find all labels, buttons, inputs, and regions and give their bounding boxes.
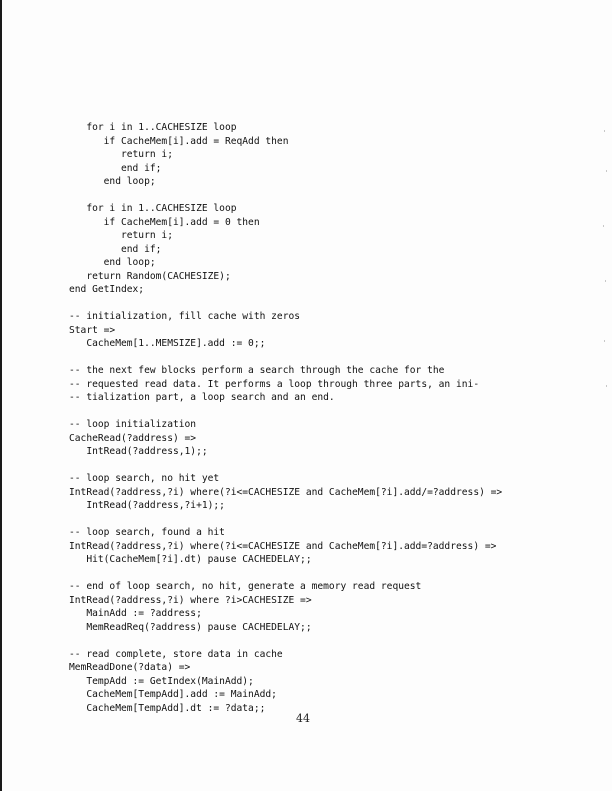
code-line: end if;: [69, 162, 162, 174]
code-line: -- tialization part, a loop search and an end.: [69, 392, 335, 403]
code-line: IntRead(?address,?i+1);;: [69, 500, 225, 511]
code-line: for i in 1..CACHESIZE loop: [69, 203, 237, 214]
code-line: [69, 459, 502, 473]
code-line: -- initialization, fill cache with zeros: [69, 311, 301, 322]
code-line: [69, 351, 502, 365]
code-line: CacheMem[1..MEMSIZE].add := 0;;: [69, 338, 266, 349]
scan-speck: [603, 225, 604, 227]
code-line: -- loop search, found a hit: [69, 527, 225, 538]
code-line: MainAdd := ?address;: [69, 608, 202, 619]
code-line: return i;: [69, 149, 173, 160]
code-line: end if;: [69, 243, 162, 255]
code-listing: [69, 121, 502, 715]
code-line: Hit(CacheMem[?i].dt) pause CACHEDELAY;;: [69, 554, 312, 565]
code-line: [69, 634, 502, 648]
code-line: return Random(CACHESIZE);: [69, 270, 231, 282]
code-line: IntRead(?address,?i) where(?i<=CACHESIZE and CacheMem[?i].add/=?address) =>: [69, 486, 503, 498]
code-line: [69, 513, 502, 527]
code-line: Start =>: [69, 324, 116, 336]
code-line: IntRead(?address,1);;: [69, 446, 208, 457]
code-line: end loop;: [69, 176, 156, 187]
code-line: if CacheMem[i].add = ReqAdd then: [69, 135, 289, 147]
code-line: CacheRead(?address) =>: [69, 432, 197, 444]
code-line: [69, 297, 502, 311]
code-line: if CacheMem[i].add = 0 then: [69, 216, 260, 228]
code-line: CacheMem[TempAdd].dt := ?data;;: [69, 702, 266, 714]
code-line: [69, 189, 502, 203]
code-line: -- read complete, store data in cache: [69, 648, 283, 660]
code-line: MemReadReq(?address) pause CACHEDELAY;;: [69, 621, 312, 633]
code-line: end GetIndex;: [69, 284, 145, 295]
code-line: MemReadDone(?data) =>: [69, 662, 191, 673]
code-line: TempAdd := GetIndex(MainAdd);: [69, 675, 254, 687]
code-line: CacheMem[TempAdd].add := MainAdd;: [69, 689, 277, 700]
code-line: -- loop initialization: [69, 419, 197, 430]
scan-specks: [602, 130, 608, 390]
scan-edge: [0, 0, 2, 791]
code-line: [69, 567, 502, 581]
code-line: -- end of loop search, no hit, generate a memory read request: [69, 581, 422, 592]
code-line: -- the next few blocks perform a search through the cache for the: [69, 365, 445, 376]
code-line: -- loop search, no hit yet: [69, 473, 220, 484]
scan-speck: [606, 170, 607, 172]
scan-speck: [606, 385, 607, 387]
code-line: return i;: [69, 230, 173, 241]
code-line: [69, 405, 502, 419]
code-line: IntRead(?address,?i) where(?i<=CACHESIZE and CacheMem[?i].add=?address) =>: [69, 540, 497, 552]
code-line: IntRead(?address,?i) where ?i>CACHESIZE =>: [69, 594, 312, 606]
code-line: for i in 1..CACHESIZE loop: [69, 122, 237, 133]
code-line: -- requested read data. It performs a loop through three parts, an ini-: [69, 378, 480, 390]
page-number: 44: [296, 712, 310, 725]
scan-speck: [604, 340, 605, 342]
scan-speck: [605, 280, 606, 282]
scan-speck: [604, 130, 605, 132]
code-line: end loop;: [69, 257, 156, 268]
